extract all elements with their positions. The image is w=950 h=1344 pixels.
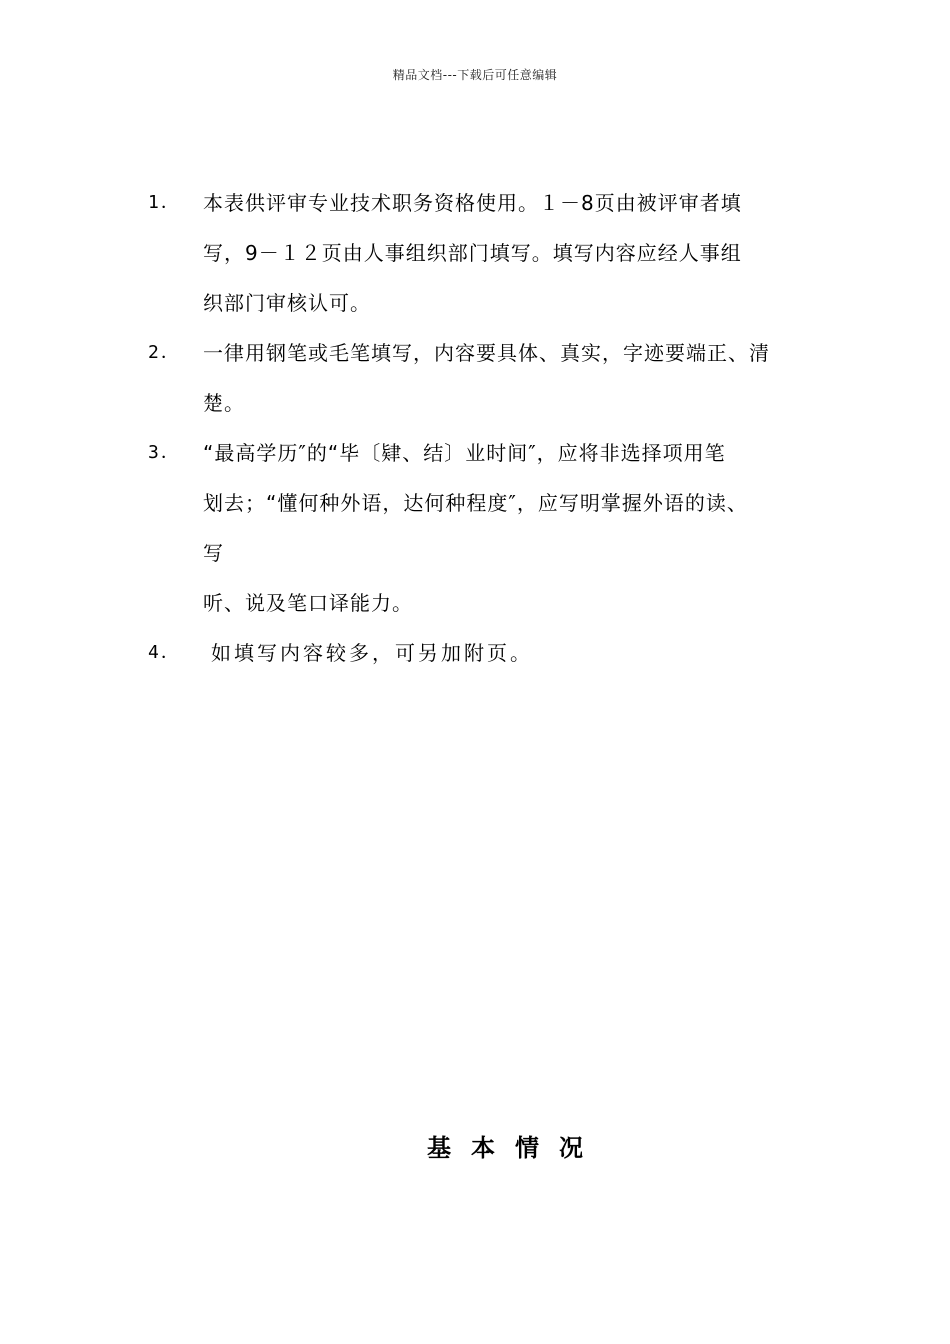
item-line: 写 bbox=[203, 541, 224, 565]
item-line: 划去；“懂何种外语，达何种程度″，应写明掌握外语的读、 bbox=[203, 491, 748, 515]
item-line: 听、说及笔口译能力。 bbox=[203, 591, 413, 615]
item-number: 2． bbox=[148, 342, 181, 363]
instruction-item bbox=[148, 428, 828, 628]
item-number: 1． bbox=[148, 192, 181, 213]
item-number: 3． bbox=[148, 442, 181, 463]
item-line: 写，9－１２页由人事组织部门填写。填写内容应经人事组 bbox=[203, 241, 742, 265]
item-line: “最高学历″的“毕〔肄、结〕业时间″，应将非选择项用笔 bbox=[203, 441, 726, 465]
item-number: 4． bbox=[148, 642, 181, 663]
page-header: 精品文档---下载后可任意编辑 bbox=[392, 68, 558, 82]
instructions-list bbox=[148, 178, 828, 678]
item-line: 织部门审核认可。 bbox=[203, 291, 371, 315]
instruction-item bbox=[148, 178, 828, 328]
instruction-item bbox=[148, 328, 828, 428]
item-line: 楚。 bbox=[203, 391, 245, 415]
item-line: 本表供评审专业技术职务资格使用。１－8页由被评审者填 bbox=[203, 191, 742, 215]
item-line: 如填写内容较多，可另加附页。 bbox=[211, 641, 533, 665]
item-line: 一律用钢笔或毛笔填写，内容要具体、真实，字迹要端正、清 bbox=[203, 341, 770, 365]
section-title: 基本情况 bbox=[427, 1134, 603, 1162]
instruction-item bbox=[148, 628, 828, 678]
